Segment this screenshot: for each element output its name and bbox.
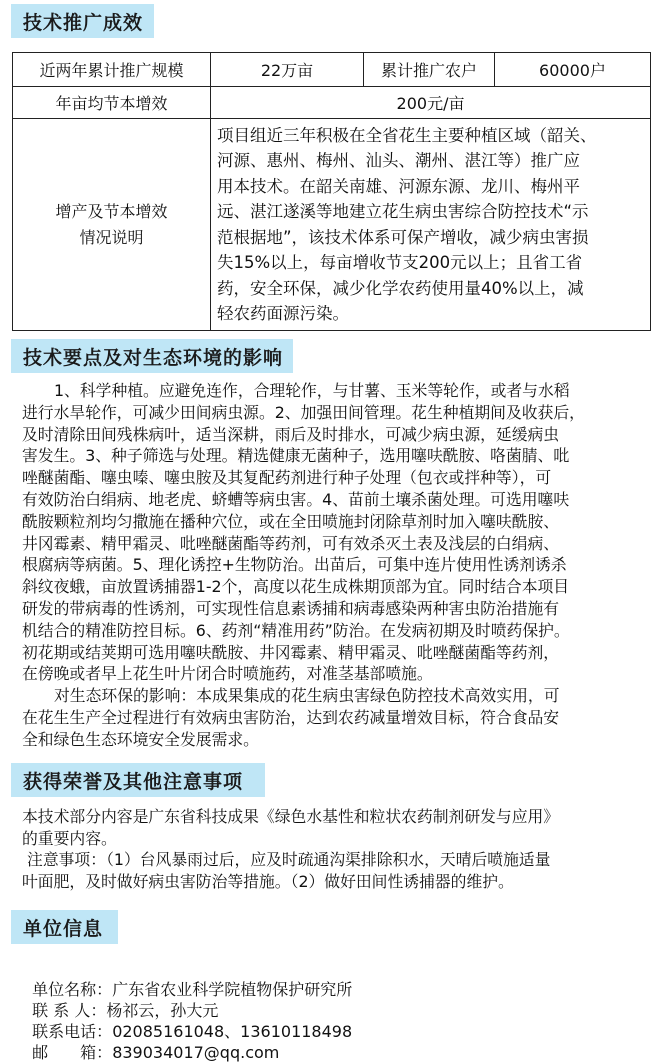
desc-line: 范根据地”，该技术体系可保产增收，减少病虫害损 (217, 227, 589, 247)
section-title: 单位信息 (23, 917, 104, 940)
unit-email-value[interactable]: 839034017@qq.com (112, 1043, 280, 1062)
scale-value: 22万亩 (211, 53, 364, 87)
unit-phone-label: 联系电话： (32, 1022, 113, 1041)
desc-label-line2: 情况说明 (79, 227, 144, 247)
tech-line: 对生态环保的影响：本成果集成的花生病虫害绿色防控技术高效实用，可 (54, 686, 560, 706)
desc-line: 项目组近三年积极在全省花生主要种植区域（韶关、 (217, 125, 597, 145)
desc-line: 药，安全环保，减少化学农药使用量40%以上，减 (217, 278, 584, 298)
unit-contact-value: 杨祁云，孙大元 (106, 1001, 219, 1020)
section-header-unit (11, 910, 118, 944)
honors-body (22, 806, 646, 892)
tech-line: 酰胺颗粒剂均匀撒施在播种穴位，或在全田喷施封闭除草剂时加入噻呋酰胺、 (22, 511, 560, 531)
desc-line: 轻农药面源污染。 (217, 304, 349, 323)
section-header-honors (11, 763, 265, 797)
tech-line: 初花期或结荚期可选用噻呋酰胺、井冈霉素、精甲霜灵、吡唑醚菌酯等药剂， (22, 642, 560, 662)
desc-label-line1: 增产及节本增效 (55, 201, 168, 221)
honors-line: 的重要内容。 (22, 828, 117, 848)
unit-name-value: 广东省农业科学院植物保护研究所 (112, 980, 353, 999)
savings-label: 年亩均节本增效 (13, 87, 211, 119)
desc-line: 河源、惠州、梅州、汕头、潮州、湛江等）推广应 (217, 151, 580, 170)
tech-line: 研发的带病毒的性诱剂，可实现性信息素诱捕和病毒感染两种害虫防治措施有 (22, 598, 560, 618)
tech-line: 机结合的精准防控目标。6、药剂“精准用药”防治。在发病初期及时喷药保护。 (22, 620, 570, 640)
unit-email-row (22, 1021, 279, 1063)
section-header-tech (11, 339, 293, 373)
unit-contact-label: 联 系 人： (32, 1001, 107, 1020)
scale-label: 近两年累计推广规模 (13, 53, 211, 87)
section-title: 技术要点及对生态环境的影响 (23, 346, 284, 369)
tech-line: 1、科学种植。应避免连作，合理轮作，与甘薯、玉米等轮作，或者与水稻 (54, 381, 570, 400)
tech-line: 害发生。3、种子筛选与处理。精选健康无菌种子，选用噻呋酰胺、咯菌腈、吡 (22, 446, 570, 466)
unit-phone-value: 02085161048、13610118498 (112, 1022, 353, 1041)
desc-text (211, 119, 651, 331)
tech-line: 全和绿色生态环境安全发展需求。 (22, 729, 259, 749)
tech-line: 进行水旱轮作，可减少田间病虫源。2、加强田间管理。花生种植期间及收获后， (22, 402, 585, 422)
farmers-label: 累计推广农户 (364, 53, 495, 87)
promotion-table (12, 52, 651, 331)
desc-line: 远、湛江遂溪等地建立花生病虫害综合防控技术“示 (217, 202, 589, 221)
farmers-value: 60000户 (495, 53, 651, 87)
tech-line: 斜纹夜蛾，亩放置诱捕器1-2个，高度以花生成株期顶部为宜。同时结合本项目 (22, 577, 570, 597)
unit-name-label: 单位名称： (32, 980, 113, 999)
honors-line: 注意事项：（1）台风暴雨过后，应及时疏通沟渠排除积水，天晴后喷施适量 (22, 850, 551, 869)
section-header-promotion (11, 4, 154, 38)
section-title: 技术推广成效 (23, 11, 144, 34)
desc-line: 用本技术。在韶关南雄、河源东源、龙川、梅州平 (217, 176, 580, 196)
tech-line: 及时清除田间残株病叶，适当深耕，雨后及时排水，可减少病虫源，延缓病虫 (22, 424, 560, 444)
desc-line: 失15%以上，每亩增收节支200元以上；且省工省 (217, 253, 583, 272)
savings-value: 200元/亩 (211, 87, 651, 119)
honors-line: 叶面肥，及时做好病虫害防治等措施。（2）做好田间性诱捕器的维护。 (22, 871, 514, 891)
tech-line: 唑醚菌酯、噻虫嗪、噻虫胺及其复配药剂进行种子处理（包衣或拌种等），可 (22, 468, 552, 488)
unit-email-label: 邮 箱： (32, 1043, 113, 1062)
honors-line: 本技术部分内容是广东省科技成果《绿色水基性和粒状农药制剂研发与应用》 (22, 807, 560, 826)
tech-line: 在花生生产全过程进行有效病虫害防治，达到农药减量增效目标，符合食品安 (22, 707, 560, 727)
tech-line: 有效防治白绢病、地老虎、蛴螬等病虫害。4、苗前土壤杀菌处理。可选用噻呋 (22, 489, 570, 509)
desc-label (13, 119, 211, 331)
section-title: 获得荣誉及其他注意事项 (23, 770, 244, 793)
tech-body (22, 380, 646, 751)
tech-line: 根腐病等病菌。5、理化诱控+生物防治。出苗后，可集中连片使用性诱剂诱杀 (22, 555, 567, 575)
tech-line: 井冈霉素、精甲霜灵、吡唑醚菌酯等药剂，可有效杀灭土表及浅层的白绢病、 (22, 533, 560, 553)
tech-line: 在傍晚或者早上花生叶片闭合时喷施药，对准茎基部喷施。 (22, 664, 433, 684)
